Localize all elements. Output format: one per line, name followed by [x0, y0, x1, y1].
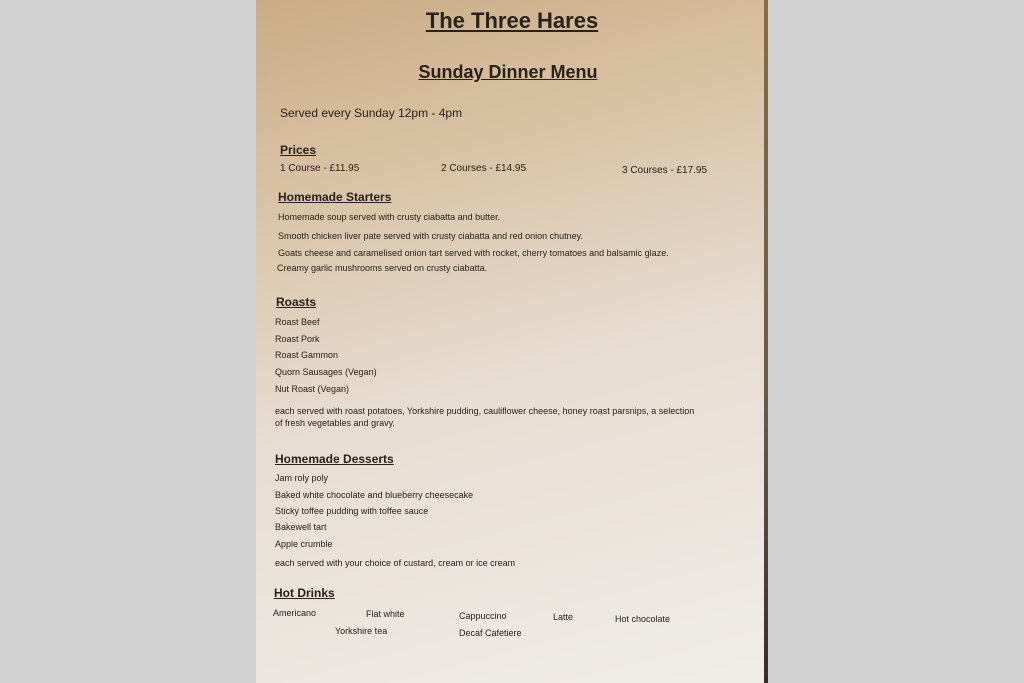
restaurant-title: The Three Hares: [425, 8, 599, 33]
roast-item: Nut Roast (Vegan): [275, 384, 350, 394]
drinks-heading: Hot Drinks: [274, 586, 335, 600]
roast-item: Roast Gammon: [275, 350, 339, 360]
price-two-courses: 2 Courses - £14.95: [441, 163, 527, 174]
drink-item: Latte: [553, 612, 574, 622]
menu-paper: [256, 0, 768, 683]
drink-item: Flat white: [366, 609, 405, 619]
roast-item: Roast Beef: [275, 317, 320, 327]
drink-item: Cappuccino: [459, 611, 507, 621]
roast-item: Roast Pork: [275, 334, 320, 344]
roast-note-continued: of fresh vegetables and gravy.: [275, 418, 395, 428]
starter-item: Goats cheese and caramelised onion tart served with rocket, cherry tomatoes and balsamic glaze.: [278, 248, 669, 258]
dessert-item: Bakewell tart: [275, 522, 327, 532]
desserts-heading: Homemade Desserts: [275, 452, 394, 466]
dessert-item: Sticky toffee pudding with toffee sauce: [275, 506, 429, 516]
starter-item: Creamy garlic mushrooms served on crusty ciabatta.: [277, 263, 488, 273]
starter-item: Smooth chicken liver pate served with crusty ciabatta and red onion chutney.: [278, 231, 583, 241]
roast-item: Quorn Sausages (Vegan): [275, 367, 377, 377]
prices-heading: Prices: [280, 143, 317, 157]
drink-item: Yorkshire tea: [335, 626, 388, 636]
dessert-item: Apple crumble: [275, 539, 333, 549]
dessert-item: Baked white chocolate and blueberry cheesecake: [275, 490, 474, 500]
dessert-note: each served with your choice of custard, cream or ice cream: [275, 558, 516, 568]
drink-item: Decaf Cafetiere: [459, 628, 522, 638]
starter-item: Homemade soup served with crusty ciabatta and butter.: [278, 212, 501, 222]
drink-item: Hot chocolate: [615, 614, 671, 624]
roasts-heading: Roasts: [276, 295, 317, 309]
price-three-courses: 3 Courses - £17.95: [622, 165, 708, 176]
starters-heading: Homemade Starters: [278, 190, 392, 204]
menu-subtitle: Sunday Dinner Menu: [418, 62, 598, 82]
drink-item: Americano: [273, 608, 317, 618]
price-one-course: 1 Course - £11.95: [280, 163, 360, 174]
served-times: Served every Sunday 12pm - 4pm: [280, 106, 463, 120]
dessert-item: Jam roly poly: [275, 473, 329, 483]
roast-note: each served with roast potatoes, Yorkshire pudding, cauliflower cheese, honey roast parsnips, a selection: [275, 406, 695, 416]
